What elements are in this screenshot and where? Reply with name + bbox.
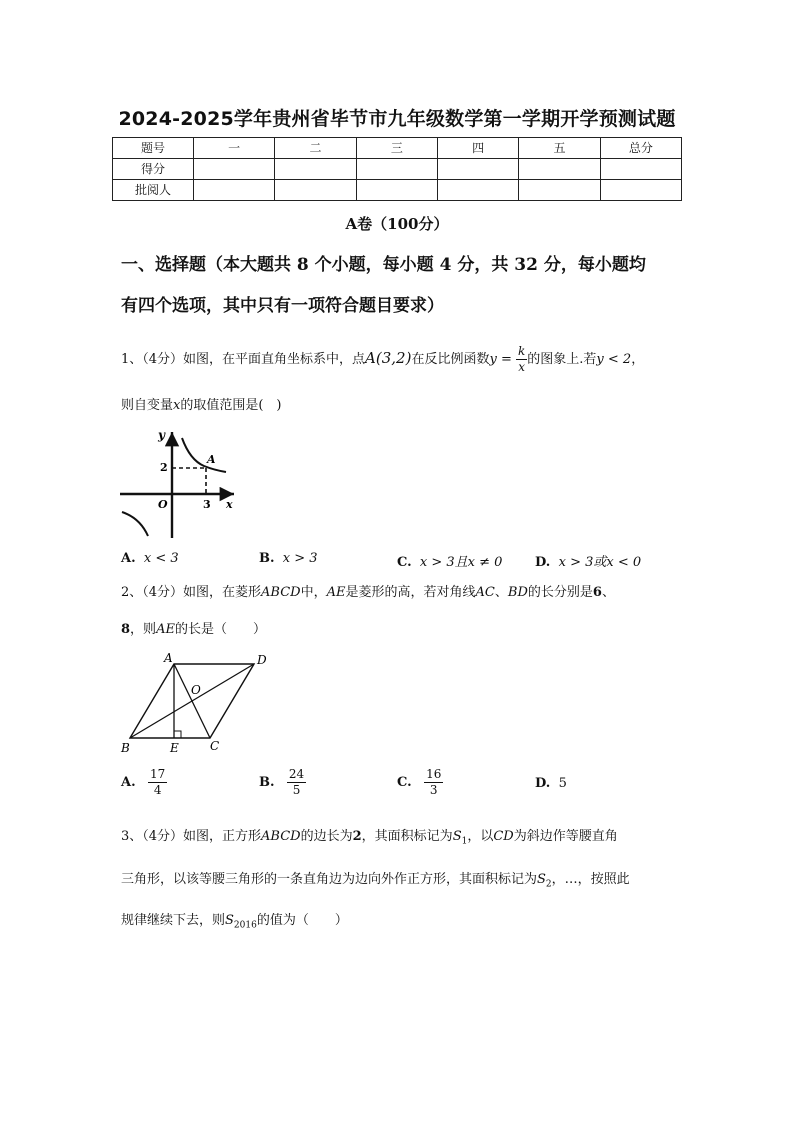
score-cell: 一	[194, 138, 275, 159]
tick-label-2: 2	[160, 461, 168, 474]
q3-line2: 三角形，以该等腰三角形的一条直角边为边向外作正方形，其面积标记为$S_2$，…，按照此	[121, 872, 630, 890]
q2-option-c[interactable]: C. $\frac{16}{3}$	[397, 767, 442, 797]
tick-label-3: 3	[203, 498, 211, 511]
point-e-label: E	[170, 741, 179, 755]
point-a-label: A	[207, 453, 216, 466]
y-axis-label: y	[158, 428, 165, 442]
score-cell[interactable]	[194, 159, 275, 180]
score-cell: 批阅人	[113, 180, 194, 201]
q1-line2: 则自变量x的取值范围是( )	[121, 398, 282, 413]
score-cell[interactable]	[194, 180, 275, 201]
score-cell: 三	[356, 138, 437, 159]
q2-option-a[interactable]: A. $\frac{17}{4}$	[121, 767, 166, 797]
q3-line3: 规律继续下去，则$S_{2016}$的值为（ ）	[121, 913, 348, 931]
q2-rhombus-figure	[116, 648, 280, 756]
score-cell[interactable]	[600, 180, 681, 201]
q2-option-d[interactable]: D. 5	[535, 776, 567, 791]
score-cell: 四	[437, 138, 518, 159]
right-angle-mark	[174, 731, 181, 738]
score-cell[interactable]	[275, 180, 356, 201]
x-axis-label: x	[226, 498, 233, 511]
q1-option-b[interactable]: B. x > 3	[259, 551, 318, 566]
score-table-row	[113, 159, 682, 180]
part1-heading-line1: 一、选择题（本大题共 8 个小题，每小题 4 分，共 32 分，每小题均	[121, 255, 646, 275]
q2-line1: 2、（4分）如图，在菱形ABCD中，AE是菱形的高，若对角线AC、BD的长分别是6、	[121, 585, 615, 600]
score-cell[interactable]	[356, 180, 437, 201]
hyperbola-branch-2	[122, 512, 148, 536]
score-cell: 五	[519, 138, 600, 159]
q1-option-c[interactable]: C. x > 3且x ≠ 0	[397, 555, 503, 570]
score-table-header-row	[113, 138, 682, 159]
hyperbola-branch-1	[182, 438, 226, 472]
part1-heading-line2: 有四个选项，其中只有一项符合题目要求）	[121, 296, 444, 316]
score-cell[interactable]	[519, 159, 600, 180]
score-cell: 得分	[113, 159, 194, 180]
score-cell: 总分	[600, 138, 681, 159]
vertex-a-label: A	[164, 651, 173, 665]
q1-option-d[interactable]: D. x > 3或x < 0	[535, 555, 642, 570]
score-cell[interactable]	[356, 159, 437, 180]
vertex-b-label: B	[121, 741, 130, 755]
score-cell[interactable]	[519, 180, 600, 201]
vertex-d-label: D	[257, 653, 267, 667]
score-table	[112, 137, 682, 201]
q1-point: A(3,2)	[365, 349, 412, 367]
q1-condition: y < 2	[596, 352, 632, 367]
q3-line1: 3、（4分）如图，正方形ABCD的边长为2，其面积标记为$S_1$，以CD为斜边作等腰直角	[121, 829, 618, 847]
score-cell[interactable]	[275, 159, 356, 180]
q1-line1: 1、（4分）如图，在平面直角坐标系中，点A(3,2)在反比例函数y = $\frac{k}{x}$ 的图象上.若y < 2，	[121, 344, 645, 374]
center-o-label: O	[191, 683, 201, 697]
score-cell: 二	[275, 138, 356, 159]
q2-option-b[interactable]: B. $\frac{24}{5}$	[259, 767, 305, 797]
score-cell[interactable]	[437, 180, 518, 201]
score-table-row	[113, 180, 682, 201]
diagonal-bd	[130, 664, 254, 738]
q1-graph	[118, 426, 240, 541]
page-title: 2024-2025学年贵州省毕节市九年级数学第一学期开学预测试题	[118, 108, 676, 130]
score-cell[interactable]	[600, 159, 681, 180]
score-cell[interactable]	[437, 159, 518, 180]
q1-function-fraction: $\frac{k}{x}$	[517, 344, 526, 374]
vertex-c-label: C	[210, 739, 220, 753]
q2-line2: 8，则AE的长是（ ）	[121, 622, 266, 637]
score-cell: 题号	[113, 138, 194, 159]
section-a-heading: A卷（100分）	[345, 215, 449, 233]
q1-option-a[interactable]: A. x < 3	[121, 551, 179, 566]
origin-label: O	[158, 498, 168, 511]
